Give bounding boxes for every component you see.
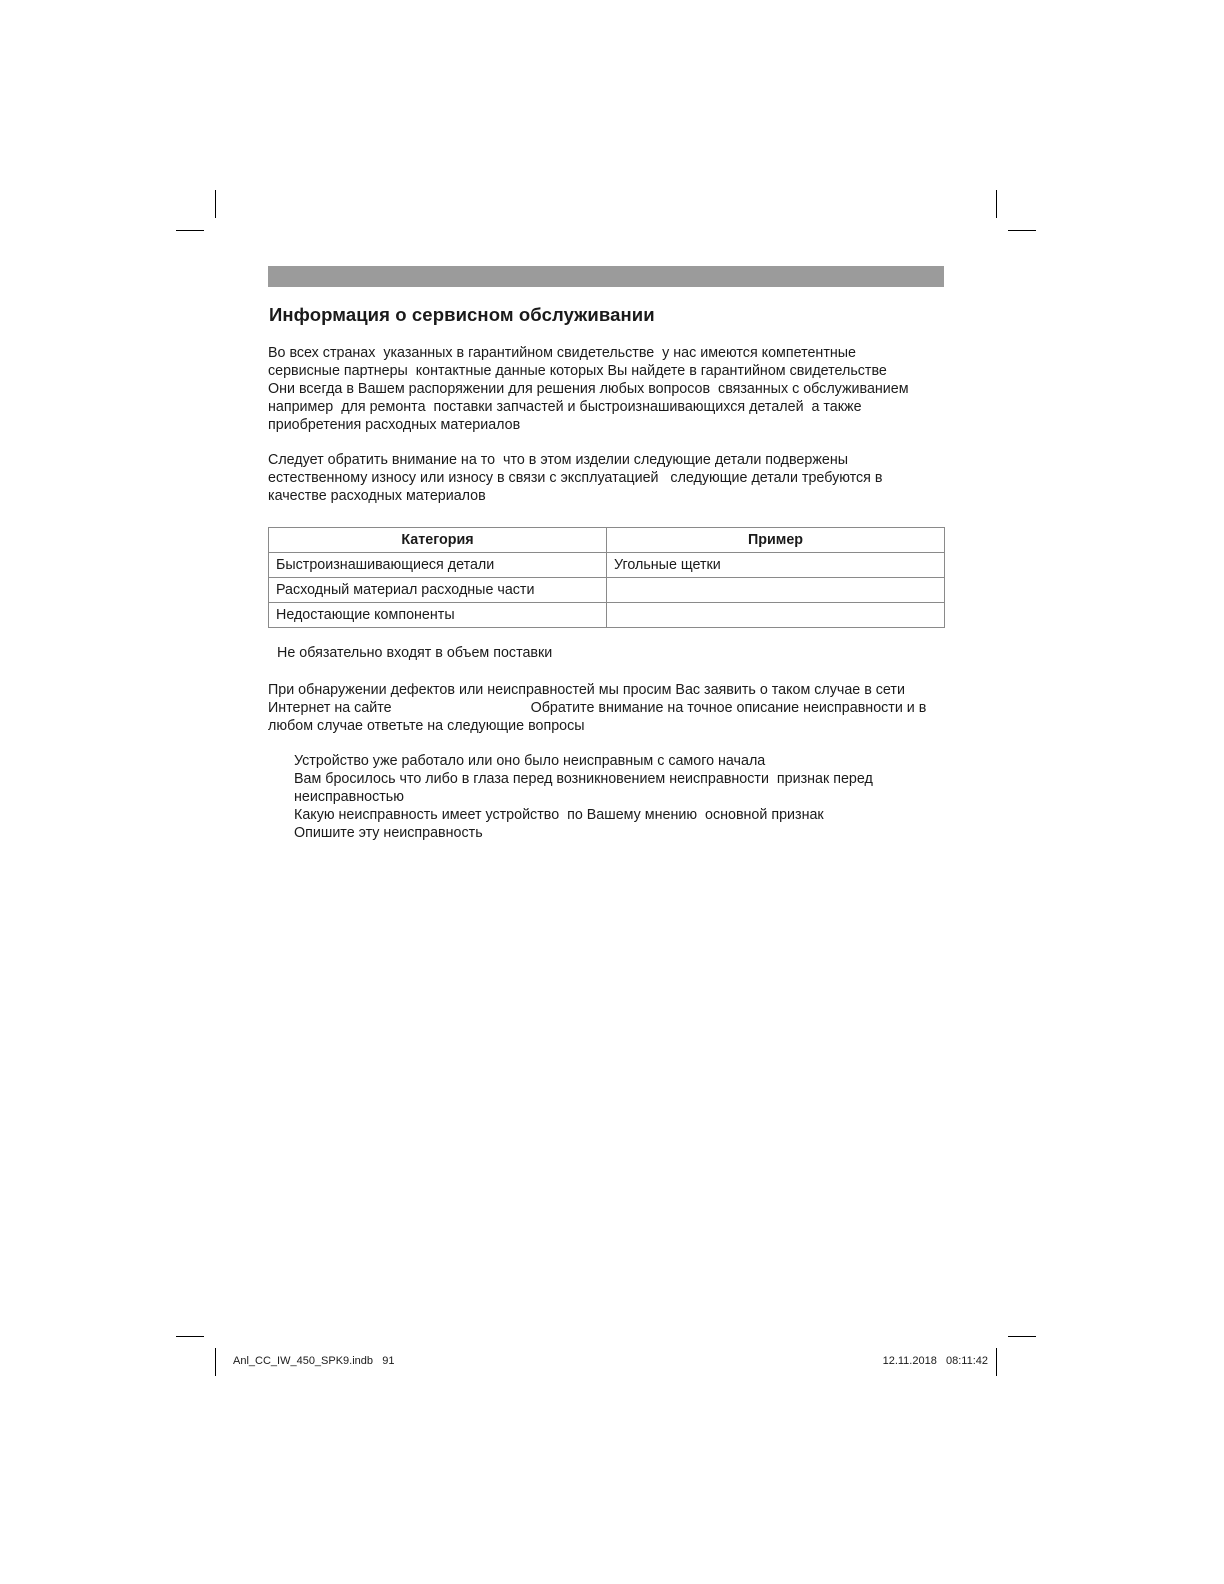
defects-line: любом случае ответьте на следующие вопросы	[268, 718, 585, 734]
header-bar	[268, 266, 944, 287]
table-cell-category: Быстроизнашивающиеся детали	[269, 553, 607, 578]
question-line: Опишите эту неисправность	[294, 825, 483, 841]
table-cell-category: Расходный материал расходные части	[269, 578, 607, 603]
list-item	[294, 824, 873, 842]
page-title: Информация о сервисном обслуживании	[269, 304, 655, 325]
intro-paragraph	[268, 344, 958, 434]
question-line: Устройство уже работало или оно было неисправным с самого начала	[294, 753, 766, 769]
crop-mark-bottom-left-horizontal	[176, 1336, 204, 1337]
footer-file-info: Anl_CC_IW_450_SPK9.indb 91	[233, 1355, 395, 1367]
crop-mark-top-right-horizontal	[1008, 230, 1036, 231]
defects-paragraph	[268, 681, 958, 735]
table-row	[269, 603, 945, 628]
crop-mark-top-left-vertical	[215, 190, 216, 218]
intro-line: приобретения расходных материалов	[268, 417, 521, 433]
column-header-category: Категория	[269, 528, 607, 553]
question-line: Какую неисправность имеет устройство по Вашему мнению основной признак	[294, 807, 824, 823]
list-item	[294, 770, 873, 806]
table-row	[269, 553, 945, 578]
list-item	[294, 752, 873, 770]
question-line: Вам бросилось что либо в глаза перед возникновением неисправности признак перед	[294, 771, 873, 787]
intro-line: сервисные партнеры контактные данные которых Вы найдете в гарантийном свидетельстве	[268, 363, 887, 379]
crop-mark-bottom-left-vertical	[215, 1348, 216, 1376]
crop-mark-top-right-vertical	[996, 190, 997, 218]
question-line: неисправностью	[294, 789, 404, 805]
table-cell-example	[607, 578, 945, 603]
list-item	[294, 806, 873, 824]
table-cell-example: Угольные щетки	[607, 553, 945, 578]
intro-line: Они всегда в Вашем распоряжении для решения любых вопросов связанных с обслуживанием	[268, 381, 909, 397]
crop-mark-bottom-right-vertical	[996, 1348, 997, 1376]
crop-mark-top-left-horizontal	[176, 230, 204, 231]
intro-line: Во всех странах указанных в гарантийном свидетельстве у нас имеются компетентные	[268, 345, 856, 361]
wear-line: естественному износу или износу в связи с эксплуатацией следующие детали требуются в	[268, 470, 883, 486]
table-header-row	[269, 528, 945, 553]
wear-line: качестве расходных материалов	[268, 488, 486, 504]
wear-line: Следует обратить внимание на то что в этом изделии следующие детали подвержены	[268, 452, 849, 468]
crop-mark-bottom-right-horizontal	[1008, 1336, 1036, 1337]
intro-line: например для ремонта поставки запчастей и быстроизнашивающихся деталей а также	[268, 399, 862, 415]
parts-category-table	[268, 527, 945, 628]
defects-line: Интернет на сайте Обратите внимание на точное описание неисправности и в	[268, 700, 927, 716]
defects-line: При обнаружении дефектов или неисправностей мы просим Вас заявить о таком случае в сети	[268, 682, 905, 698]
questions-list	[294, 752, 873, 842]
wear-parts-paragraph	[268, 451, 958, 505]
footer-datetime: 12.11.2018 08:11:42	[882, 1355, 988, 1367]
table-row	[269, 578, 945, 603]
table-cell-category: Недостающие компоненты	[269, 603, 607, 628]
table-cell-example	[607, 603, 945, 628]
column-header-example: Пример	[607, 528, 945, 553]
footnote: Не обязательно входят в объем поставки	[277, 645, 553, 661]
